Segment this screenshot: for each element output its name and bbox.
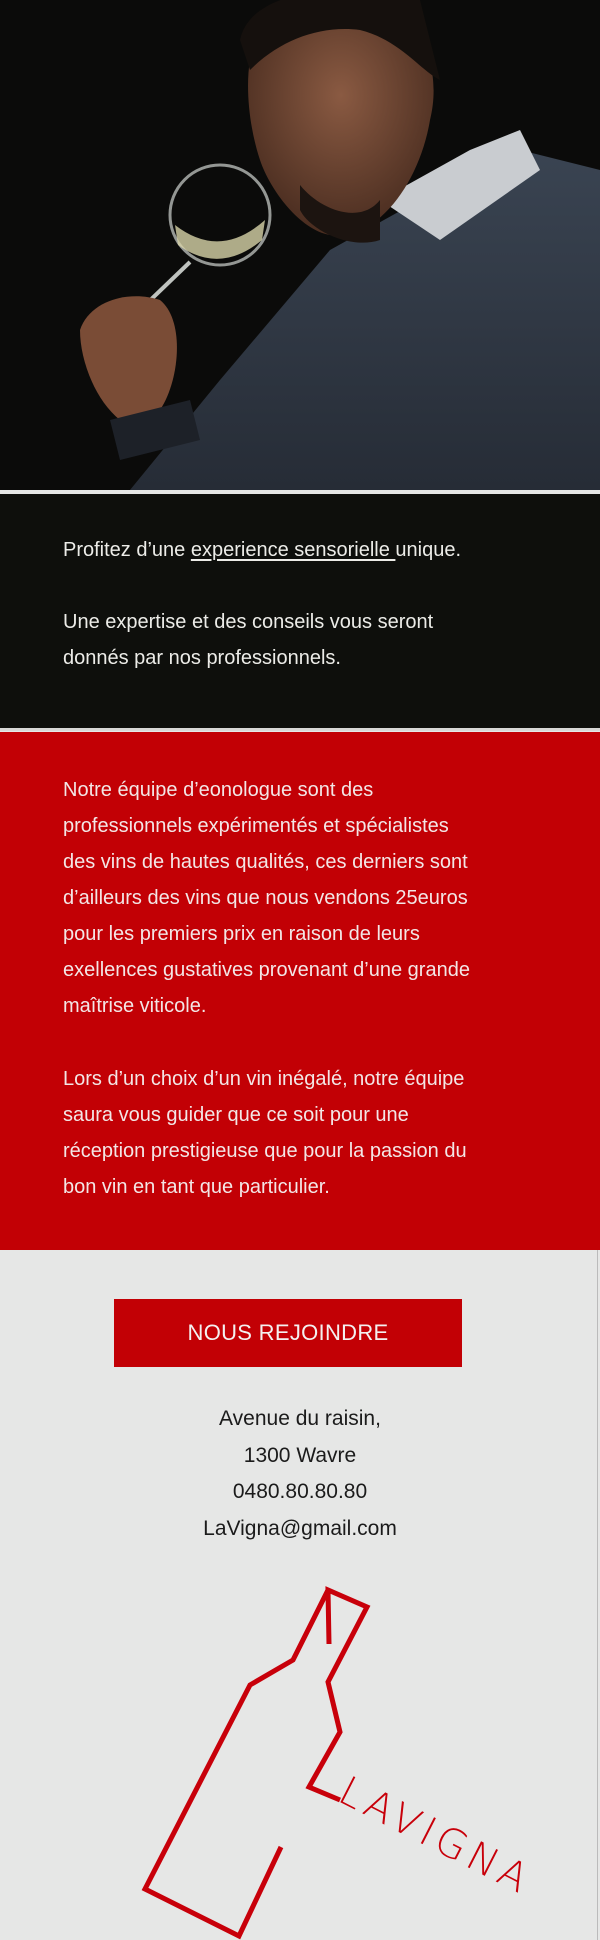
divider (0, 728, 600, 731)
phone-number[interactable]: 0480.80.80.80 (232, 1480, 368, 1503)
intro-text-end: unique. (395, 539, 462, 561)
about-line: Notre équipe d’eonologue sont des (63, 779, 374, 801)
address-street: Avenue du raisin, (219, 1407, 381, 1430)
intro-line-1 (63, 532, 461, 568)
hero-photo (0, 0, 600, 490)
about-line: professionnels expérimentés et spécialistes (63, 815, 449, 837)
lavigna-logo (0, 1560, 600, 1940)
divider (0, 490, 600, 493)
sommelier-photo-illustration (0, 0, 600, 490)
contact-address (0, 1401, 600, 1547)
intro-line-3: donnés par nos professionnels. (63, 647, 341, 669)
about-line: réception prestigieuse que pour la passion du (63, 1140, 467, 1162)
address-city: 1300 Wavre (243, 1443, 357, 1467)
intro-line-2: Une expertise et des conseils vous seront (63, 611, 434, 633)
about-line: saura vous guider que ce soit pour une (63, 1104, 409, 1126)
bottle-outline-right (309, 1590, 367, 1800)
intro-text: Profitez d’une (63, 539, 191, 561)
about-line: maîtrise viticole. (63, 995, 207, 1017)
about-paragraph-2 (63, 1061, 467, 1205)
email-link[interactable]: LaVigna@gmail.com (203, 1516, 397, 1540)
about-line: des vins de hautes qualités, ces derniers sont (63, 851, 468, 873)
about-line: exellences gustatives provenant d’une grande (63, 959, 470, 981)
about-line: bon vin en tant que particulier. (63, 1176, 330, 1198)
logo-text: LAVIGNA (331, 1767, 540, 1905)
experience-link[interactable]: experience sensorielle (190, 539, 396, 561)
about-line: d’ailleurs des vins que nous vendons 25euros (63, 887, 468, 909)
join-button[interactable]: NOUS REJOINDRE (114, 1299, 462, 1367)
about-line: pour les premiers prix en raison de leurs (63, 923, 420, 945)
about-paragraph-1 (63, 772, 470, 1024)
bottle-outline-left (145, 1590, 328, 1936)
about-section (0, 732, 600, 1250)
about-line: Lors d’un choix d’un vin inégalé, notre équipe (63, 1068, 465, 1090)
intro-section (0, 494, 600, 728)
